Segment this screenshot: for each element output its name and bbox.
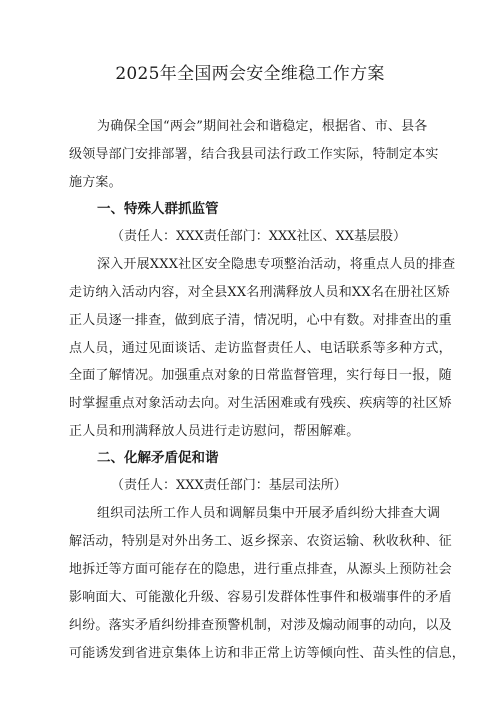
document-title: 2025年全国两会安全维稳工作方案 xyxy=(115,64,385,84)
paragraph-line: 点人员，通过见面谈话、走访监督责任人、电话联系等多种方式， xyxy=(69,341,452,356)
section-responsibility: （责任人：XXX责任部门：XXX社区、XX基层股） xyxy=(111,229,407,244)
paragraph-line: 组织司法所工作人员和调解员集中开展矛盾纠纷大排查大调 xyxy=(97,506,441,521)
section-heading: 二、化解矛盾促和谐 xyxy=(97,450,219,466)
paragraph-line: 解活动，特别是对外出务工、返乡探亲、农资运输、秋收秋种、征 xyxy=(69,534,452,549)
section-heading: 一、特殊人群抓监管 xyxy=(97,201,219,217)
paragraph-line: 为确保全国“两会”期间社会和谐稳定，根据省、市、县各 xyxy=(97,119,428,134)
paragraph-line: 地拆迁等方面可能存在的隐患，进行重点排查，从源头上预防社会 xyxy=(69,562,452,577)
paragraph-line: 时掌握重点对象活动去向。对生活困难或有残疾、疾病等的社区矫 xyxy=(69,396,452,411)
paragraph-line: 影响面大、可能激化升级、容易引发群体性事件和极端事件的矛盾 xyxy=(69,590,452,605)
paragraph-line: 走访纳入活动内容，对全县XX名刑满释放人员和XX名在册社区矫 xyxy=(69,285,451,300)
paragraph-line: 正人员逐一排查，做到底子清，情况明，心中有数。对排查出的重 xyxy=(69,313,452,328)
paragraph-line: 全面了解情况。加强重点对象的日常监督管理，实行每日一报，随 xyxy=(69,368,452,383)
section-responsibility: （责任人：XXX责任部门：基层司法所） xyxy=(111,478,347,493)
paragraph-line: 施方案。 xyxy=(69,175,122,190)
paragraph-line: 可能诱发到省进京集体上访和非正常上访等倾向性、苗头性的信息， xyxy=(69,646,466,661)
paragraph-line: 纠纷。落实矛盾纠纷排查预警机制，对涉及煽动闹事的动向，以及 xyxy=(69,618,452,633)
paragraph-line: 级领导部门安排部署，结合我县司法行政工作实际，特制定本实 xyxy=(69,147,439,162)
paragraph-line: 深入开展XXX社区安全隐患专项整治活动，将重点人员的排查 xyxy=(97,257,456,272)
paragraph-line: 正人员和刑满释放人员进行走访慰问，帮困解难。 xyxy=(69,424,360,439)
